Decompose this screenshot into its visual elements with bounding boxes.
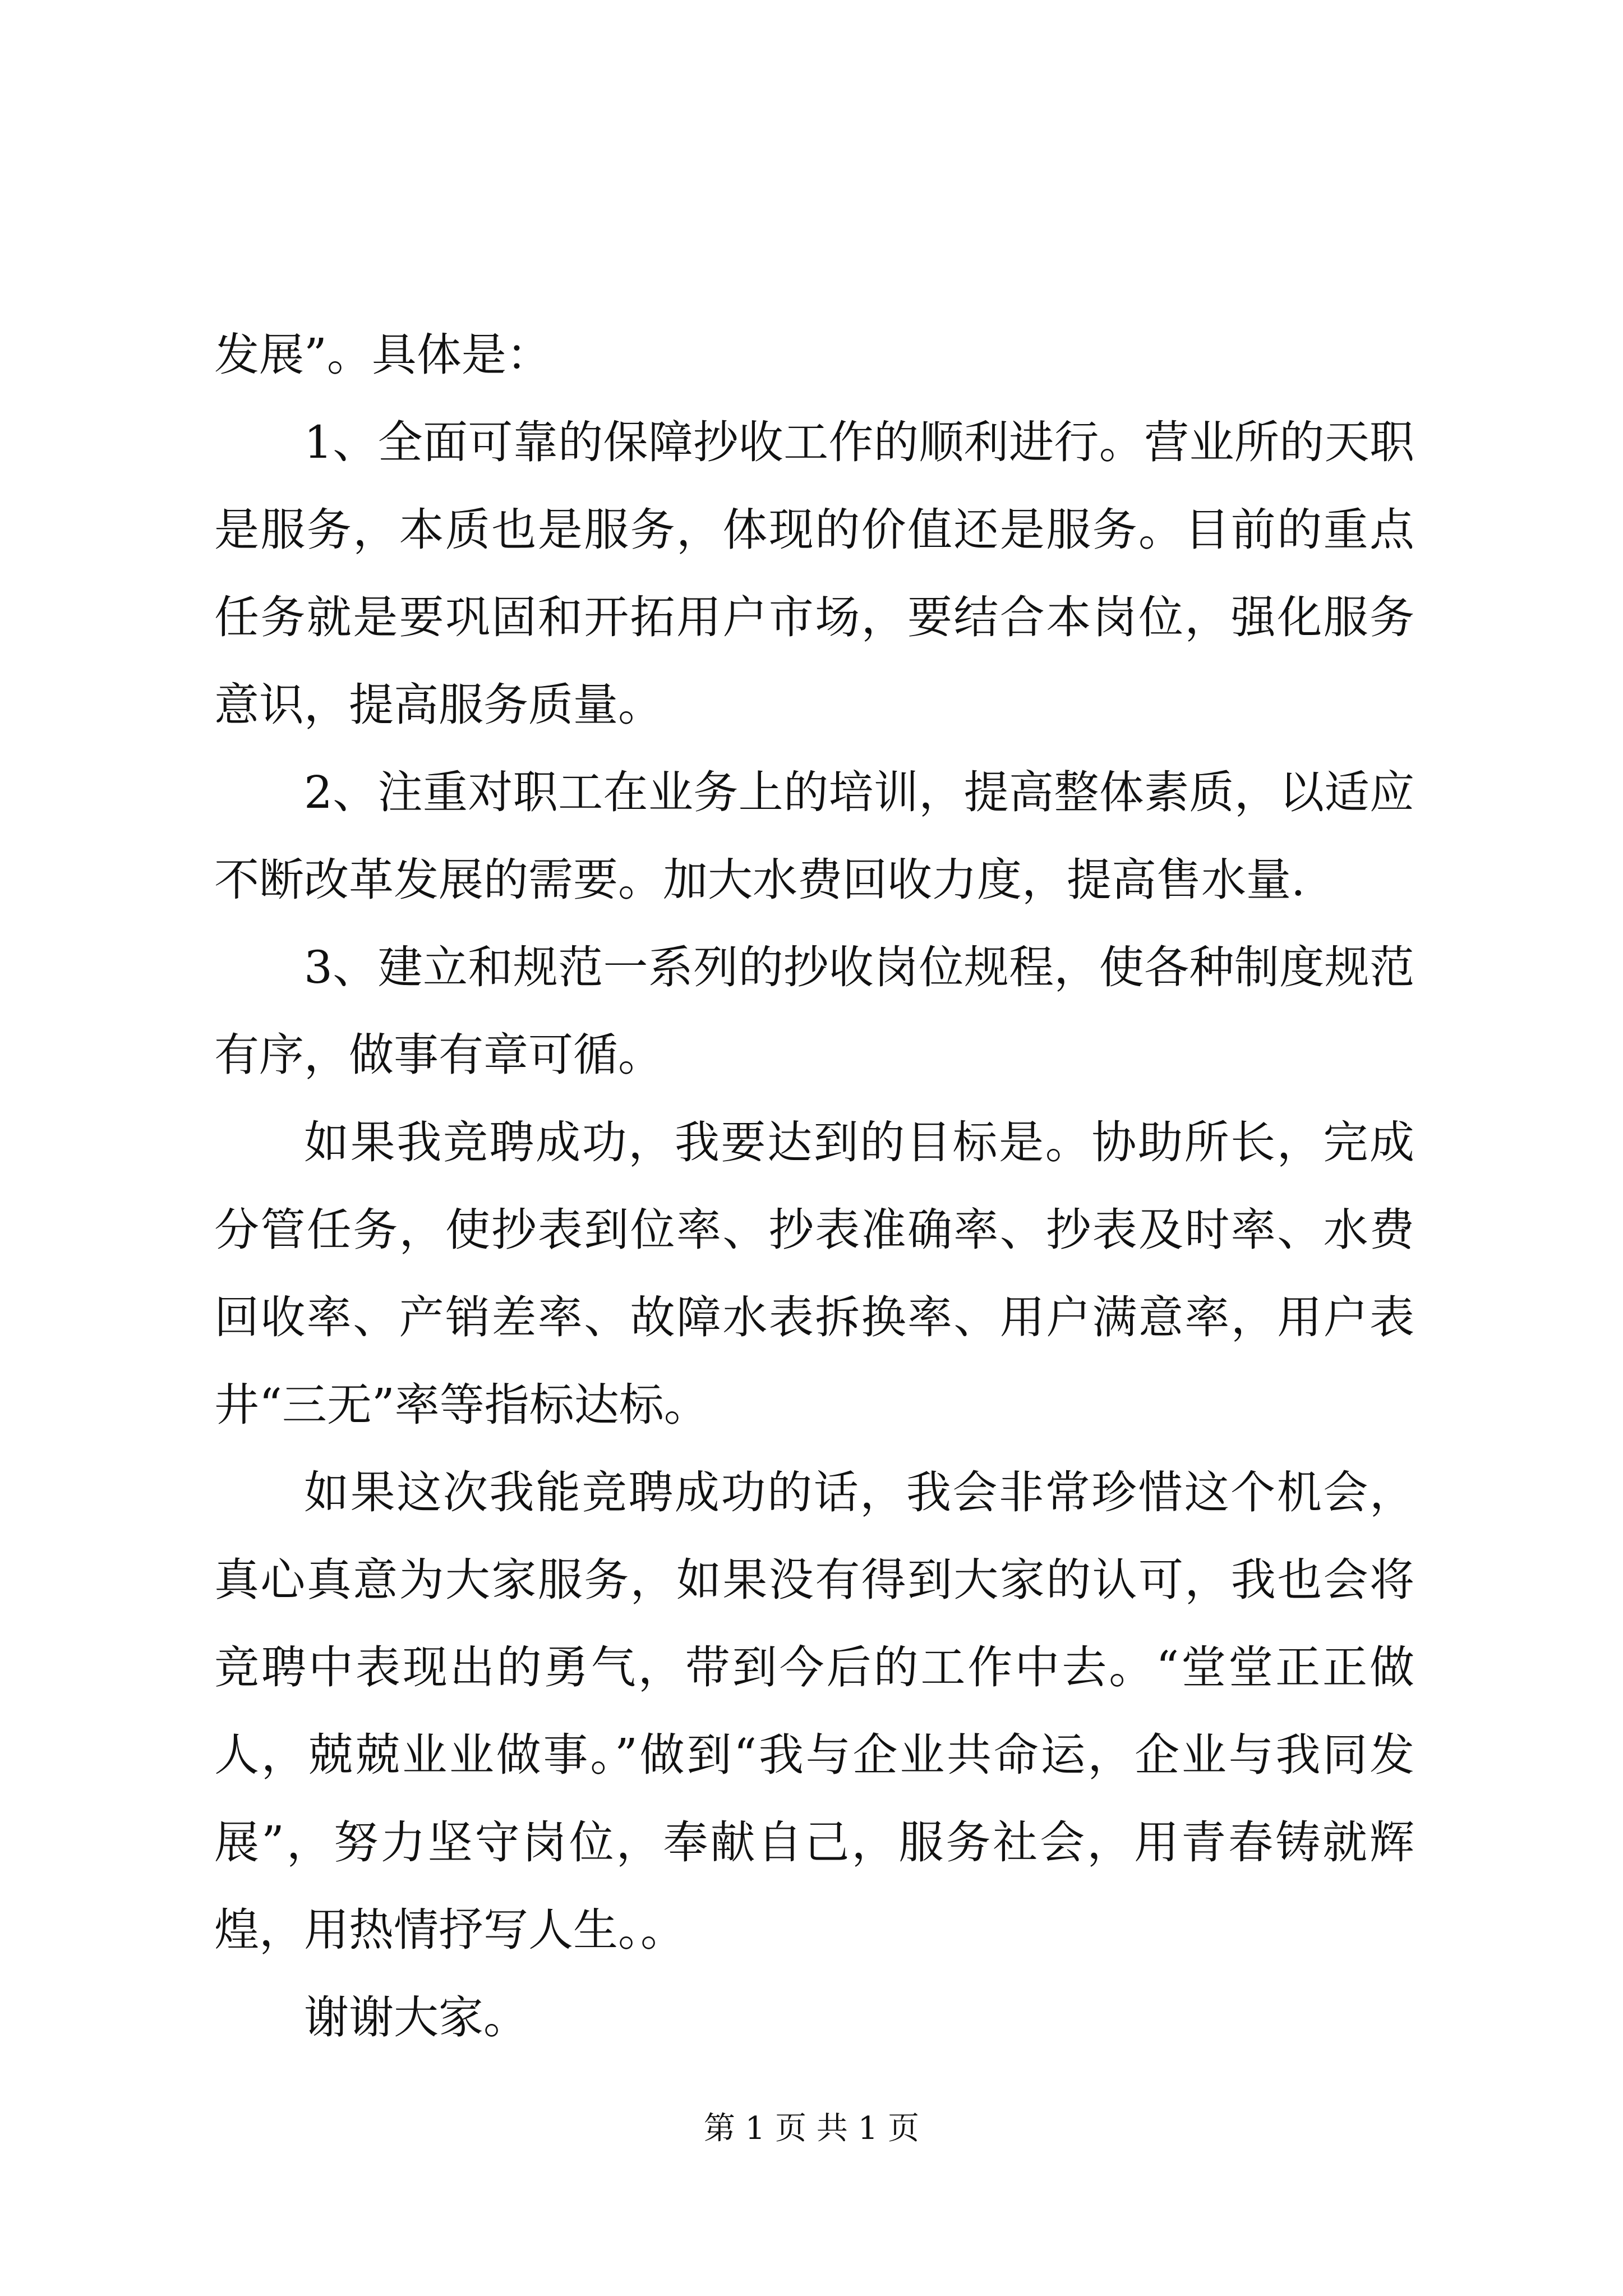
paragraph-7: 谢谢大家。 [304, 1991, 528, 2044]
document-body [214, 311, 1414, 2062]
paragraph-1: 发展”。具体是： [214, 329, 551, 381]
page-number-footer: 第 1 页 共 1 页 [703, 2110, 920, 2147]
paragraph-6: 如果这次我能竞聘成功的话，我会非常珍惜这个机会，真心真意为大家服务，如果没有得到大家的认可，我也会将竞聘中表现出的勇气，带到今后的工作中去。“堂堂正正做人，兢兢业业做事。”做到“我与企业共命运，企业与我同发展”，努力坚守岗位，奉献自己，服务社会，用青春铸就辉煌，用热情抒写人生。。 [214, 1466, 1414, 1956]
paragraph-3: 2、注重对职工在业务上的培训，提高整体素质，以适应不断改革发展的需要。加大水费回收力度，提高售水量. [214, 766, 1414, 906]
paragraph-5: 如果我竞聘成功，我要达到的目标是。协助所长，完成分管任务，使抄表到位率、抄表准确率、抄表及时率、水费回收率、产销差率、故障水表拆换率、用户满意率，用户表井“三无”率等指标达标。 [214, 1116, 1414, 1431]
paragraph-4: 3、建立和规范一系列的抄收岗位规程，使各种制度规范有序，做事有章可循。 [214, 941, 1414, 1081]
paragraph-2: 1、全面可靠的保障抄收工作的顺利进行。营业所的天职是服务，本质也是服务，体现的价值还是服务。目前的重点任务就是要巩固和开拓用户市场，要结合本岗位，强化服务意识，提高服务质量。 [214, 416, 1414, 731]
